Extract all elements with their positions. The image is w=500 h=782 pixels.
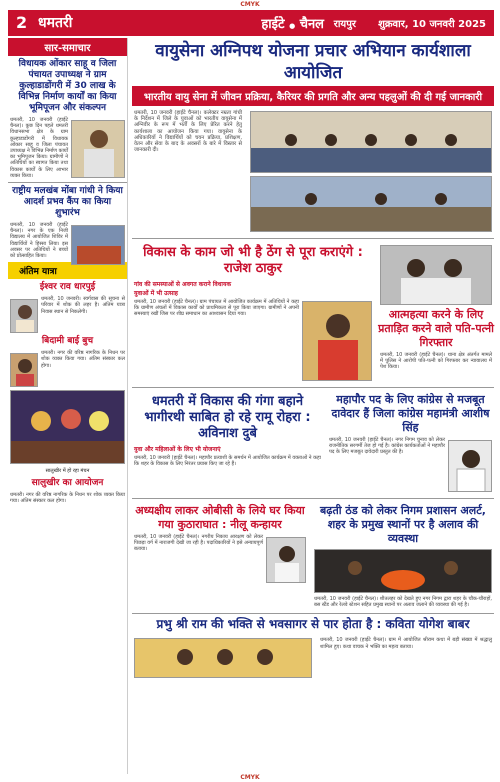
lead-headline: वायुसेना अग्निपथ योजना प्रचार अभियान कार्यशाला आयोजित — [155, 41, 471, 83]
story8-headline: बढ़ती ठंड को लेकर निगम प्रशासन अलर्ट, शहर के प्रमुख स्थानों पर है अलाव की व्यवस्था — [320, 504, 486, 545]
fourth-row — [132, 502, 494, 610]
story5-photo — [448, 440, 492, 492]
lead-story-row — [132, 108, 494, 235]
lead-body: धमतरी, 10 जनवरी (हाईटे चैनल)। कलेक्टर नम्रता गांधी के निर्देशन में जिले के युवाओं को भारतीय वायुसेना में अग्निवीर के रूप में भर्ती के लिए प्रेरित करने हेतु कार्यशाला का आयोजन किया गया। वायुसेना के अधिकारियों ने विद्यार्थियों को चयन प्रक्रिया, प्रशिक्षण, वेतन और सेवा के बाद के अवसरों के बारे में विस्तार से जानकारी दी। — [134, 110, 242, 154]
lead-subheadline: भारतीय वायु सेना में जीवन प्रक्रिया, कैरियर की प्रगति और अन्य पहलुओं की दी गई जानकारी — [132, 86, 494, 106]
story2-headline: राष्ट्रीय मलखंब मोंबा गांधी ने किया आदर्श प्रभव कैंप का किया शुभारंभ — [12, 186, 123, 219]
left-column — [8, 38, 128, 774]
story5-headline: महापौर पद के लिए कांग्रेस से मजबूत दावेदार हैं जिला कांग्रेस महामंत्री आशीष सिंह — [331, 393, 490, 434]
story2-body: धमतरी, 10 जनवरी (हाईटे चैनल)। ग्राम पंचायत में आयोजित कार्यक्रम में अतिथियों ने कहा कि ग्रामीण अंचलों में विकास कार्यों को प्राथमिकता से पूरा किया जाएगा। ग्रामीणों ने अपनी समस्याएं रखीं जिस पर शीघ्र समाधान का आश्वासन दिया गया। — [134, 299, 299, 318]
lead-photo-1 — [250, 111, 492, 173]
photo-caption: सालुखीर में हो रहा मंचन — [45, 468, 90, 475]
story4-kicker: युवा और महिलाओं के लिए भी योजनाएं — [134, 446, 221, 453]
story2-headline: विकास के काम जो भी है ठेंग से पूरा कराएंगे : राजेश ठाकुर — [143, 245, 363, 276]
fifth-row — [132, 635, 494, 681]
story3-headline: आत्महत्या करने के लिए प्रताड़ित करने वाले पति-पत्नी गिरफ्तार — [378, 308, 494, 349]
story7-headline: प्रभु श्री राम की भक्ति से भवसागर से पार होता है : कविता योगेश बाबर — [156, 617, 470, 632]
news-brief-header: सार-समाचार — [8, 38, 127, 56]
story1-body: धमतरी, 10 जनवरी (हाईटे चैनल)। कुछ दिन पहले धमतरी विधानसभा क्षेत्र के ग्राम कुल्हाडाडोंगरी में विधायक ओंकार साहू व जिला पंचायत उपाध्यक्ष ने विभिन्न निर्माण कार्यों का भूमिपूजन किया। ग्रामीणों ने अतिथियों का स्वागत किया तथा विकास कार्यों के लिए आभार व्यक्त किया। — [10, 117, 68, 179]
second-row — [132, 242, 494, 384]
story4-body: धमतरी, 10 जनवरी (हाईटे चैनल)। महापौर प्रत्याशी के समर्थन में आयोजित कार्यक्रम में वक्ताओं ने कहा कि शहर के विकास के लिए निरंतर प्रयास किए जा रहे हैं। — [134, 455, 321, 468]
story6-headline: अध्यक्षीय लाकर ओबीसी के लिये घर किया गया कुठाराघात : नीलू कन्हायर — [135, 504, 305, 531]
story2-kicker-1: गांव की समस्याओं से अवगत कराने विधायक — [134, 281, 232, 288]
story5-body: धमतरी, 10 जनवरी (हाईटे चैनल)। नगर निगम चुनाव को लेकर राजनीतिक सरगर्मी तेज हो गई है। कांग्रेस कार्यकर्ताओं ने महापौर पद के लिए मजबूत दावेदारी प्रस्तुत की है। — [328, 437, 445, 456]
bottom-color-marker: CMYK — [240, 774, 260, 781]
story1-headline: विधायक ओंकार साहू व जिला पंचायत उपाध्यक्ष ने ग्राम कुल्हाडाडोंगरी में 30 लाख के विभिन्न निर्माण कार्यों का किया भूमिपूजन और संकल्पन — [18, 59, 117, 113]
story2-kicker-2: युवाओं में भी उत्साह — [134, 290, 178, 297]
story3-photo — [380, 245, 492, 305]
story2-body: धमतरी, 10 जनवरी (हाईटे चैनल)। नगर के एक निजी विद्यालय में आयोजित शिविर में विद्यार्थियों ने हिस्सा लिया। इस अवसर पर अतिथियों ने बच्चों को प्रोत्साहित किया। — [10, 222, 68, 260]
story4-headline: धमतरी में विकास की गंगा बहाने भागीरथी साबित हो रहे रामू रोहरा : अविनाश दुबे — [144, 394, 311, 441]
story3-body: धमतरी। नगर की वरिष्ठ नागरिक के निधन पर शोक व्यक्त किया गया। अंतिम संस्कार कल होगा। — [10, 492, 125, 505]
story1-photo — [71, 120, 125, 178]
divider — [132, 613, 494, 614]
third-row — [132, 391, 494, 495]
story8-photo — [314, 549, 492, 593]
play-staging-photo — [10, 390, 125, 464]
section-title: धमतरी — [38, 15, 73, 31]
obituary-band: अंतिम यात्रा — [8, 262, 127, 279]
divider — [8, 182, 127, 183]
divider — [132, 498, 494, 499]
story2-photo — [71, 225, 125, 265]
masthead — [8, 10, 494, 36]
lead-photo-2 — [250, 176, 492, 232]
issue-date: शुक्रवार, 10 जनवरी 2025 — [378, 19, 486, 30]
main-content — [132, 38, 494, 774]
divider — [132, 238, 494, 239]
story2-photo — [302, 301, 372, 381]
obituary2-body: धमतरी। नगर की वरिष्ठ नागरिक के निधन पर शोक व्यक्त किया गया। अंतिम संस्कार कल होगा। — [41, 350, 125, 369]
story6-body: धमतरी, 10 जनवरी (हाईटे चैनल)। नगरीय निकाय आरक्षण को लेकर पिछड़ा वर्ग में नाराजगी देखी जा रही है। पदाधिकारियों ने इसे अन्यायपूर्ण बताया। — [134, 534, 263, 553]
obituary-name: ईश्वर राव धारपुई — [39, 282, 96, 293]
obituary2-photo — [10, 353, 38, 387]
story6-photo — [266, 537, 306, 583]
top-color-marker: CMYK — [240, 1, 260, 8]
story3-body: धमतरी, 10 जनवरी (हाईटे चैनल)। थाना क्षेत्र अंतर्गत मामले में पुलिस ने आरोपी पति-पत्नी को गिरफ्तार कर न्यायालय में पेश किया। — [380, 352, 492, 371]
brand-name: हाईटे ● चैनल — [261, 17, 324, 32]
story7-body: धमतरी, 10 जनवरी (हाईटे चैनल)। ग्राम में आयोजित श्रीराम कथा में बड़ी संख्या में श्रद्धालु शामिल हुए। कथा वाचक ने भक्ति का महत्व बताया। — [320, 637, 492, 650]
obituary2-name: बिदामी बाई बुच — [41, 336, 94, 347]
brand-city: रायपुर — [333, 19, 356, 30]
obituary-photo — [10, 299, 38, 333]
story3-headline: सालुखीर का आयोजन — [31, 478, 104, 489]
page-number: 2 — [16, 13, 28, 32]
divider — [132, 387, 494, 388]
story8-body: धमतरी, 10 जनवरी (हाईटे चैनल)। शीतलहर को देखते हुए नगर निगम द्वारा शहर के चौक-चौराहों, बस स्टैंड और रेलवे स्टेशन सहित प्रमुख स्थानों पर अलाव जलाने की व्यवस्था की गई है। — [314, 596, 492, 609]
story7-photo — [134, 638, 312, 678]
obituary-body: धमतरी, 10 जनवरी। स्वर्गवास की सूचना से परिवार में शोक की लहर है। अंतिम यात्रा निवास स्थान से निकलेगी। — [41, 296, 125, 315]
